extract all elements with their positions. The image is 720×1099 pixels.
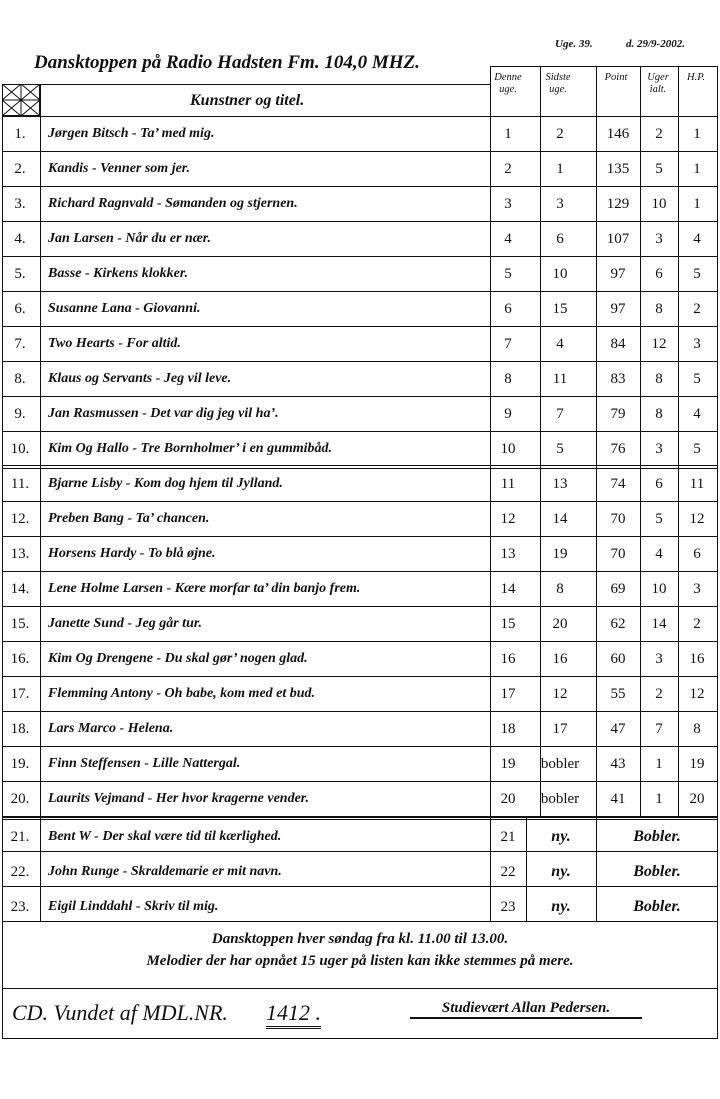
table-rule — [2, 84, 490, 85]
hp-cell: 3 — [693, 335, 701, 352]
this-week-cell: 23 — [500, 898, 516, 915]
weeks-total-cell: 5 — [655, 510, 663, 527]
col-header-this-week: Denne uge. — [494, 72, 522, 95]
rank-cell: 16. — [10, 650, 30, 667]
this-week-cell: 16 — [500, 650, 516, 667]
entry-cell: Basse - Kirkens klokker. — [48, 266, 189, 281]
hp-cell: 5 — [693, 370, 701, 387]
entry-cell: Lars Marco - Helena. — [48, 721, 174, 736]
week-label: Uge. 39. — [555, 38, 593, 50]
rank-cell: 15. — [10, 615, 30, 632]
points-cell: 129 — [606, 195, 630, 212]
points-cell: 60 — [610, 650, 626, 667]
points-cell: 135 — [606, 160, 630, 177]
rank-cell: 8. — [14, 370, 26, 387]
points-cell: 146 — [606, 125, 630, 142]
this-week-cell: 17 — [500, 685, 516, 702]
entry-cell: Laurits Vejmand - Her hvor kragerne vender. — [48, 791, 309, 806]
weeks-total-cell: 8 — [655, 405, 663, 422]
weeks-total-cell: 2 — [655, 125, 663, 142]
this-week-cell: 18 — [500, 720, 516, 737]
rank-cell: 4. — [14, 230, 26, 247]
last-week-cell: 17 — [552, 720, 568, 737]
this-week-cell: 21 — [500, 828, 516, 845]
last-week-cell: bobler — [540, 790, 580, 807]
points-cell: 97 — [610, 265, 626, 282]
table-rule — [2, 816, 718, 818]
rank-cell: 22. — [10, 863, 30, 880]
table-rule — [2, 1038, 718, 1039]
rank-cell: 2. — [14, 160, 26, 177]
weeks-total-cell: 2 — [655, 685, 663, 702]
points-cell: 79 — [610, 405, 626, 422]
weeks-total-cell: 4 — [655, 545, 663, 562]
last-week-cell: ny. — [551, 898, 571, 915]
table-rule — [2, 361, 718, 362]
hp-cell: 5 — [693, 265, 701, 282]
table-rule — [2, 746, 718, 747]
entry-cell: Jan Rasmussen - Det var dig jeg vil ha’. — [48, 406, 279, 421]
weeks-total-cell: 6 — [655, 265, 663, 282]
weeks-total-cell: 7 — [655, 720, 663, 737]
points-cell: 47 — [610, 720, 626, 737]
weeks-total-cell: 5 — [655, 160, 663, 177]
points-cell: 55 — [610, 685, 626, 702]
table-rule — [490, 66, 718, 67]
hp-cell: 1 — [693, 160, 701, 177]
hp-cell: 20 — [689, 790, 705, 807]
entry-cell: Lene Holme Larsen - Kære morfar ta’ din banjo frem. — [48, 581, 361, 596]
weeks-total-cell: 1 — [655, 790, 663, 807]
entry-cell: Richard Ragnvald - Sømanden og stjernen. — [48, 196, 298, 211]
entry-cell: Kim Og Hallo - Tre Bornholmer’ i en gummibåd. — [48, 441, 333, 456]
table-rule — [2, 221, 718, 222]
weeks-total-cell: 10 — [651, 580, 667, 597]
points-cell: 69 — [610, 580, 626, 597]
hp-cell: 4 — [693, 230, 701, 247]
entry-cell: Two Hearts - For altid. — [48, 336, 181, 351]
last-week-cell: 6 — [556, 230, 564, 247]
points-cell: 41 — [610, 790, 626, 807]
entry-cell: Klaus og Servants - Jeg vil leve. — [48, 371, 232, 386]
weeks-total-cell: 14 — [651, 615, 667, 632]
entry-cell: Preben Bang - Ta’ chancen. — [48, 511, 210, 526]
weeks-total-cell: 3 — [655, 230, 663, 247]
table-rule — [2, 988, 718, 989]
points-cell: 43 — [610, 755, 626, 772]
last-week-cell: 2 — [556, 125, 564, 142]
last-week-cell: bobler — [540, 755, 580, 772]
table-rule — [2, 676, 718, 677]
cd-winner-label: CD. Vundet af MDL.NR. — [12, 1000, 228, 1025]
col-header-weeks-total: Uger ialt. — [647, 72, 669, 95]
this-week-cell: 4 — [504, 230, 512, 247]
this-week-cell: 5 — [504, 265, 512, 282]
footer-schedule: Dansktoppen hver søndag fra kl. 11.00 til 13.00. — [211, 931, 509, 947]
rank-cell: 18. — [10, 720, 30, 737]
weeks-total-cell: 8 — [655, 300, 663, 317]
page-title: Dansktoppen på Radio Hadsten Fm. 104,0 MHZ. — [34, 52, 420, 73]
rank-cell: 21. — [10, 828, 30, 845]
entry-cell: Kandis - Venner som jer. — [48, 161, 190, 176]
rank-cell: 13. — [10, 545, 30, 562]
points-cell: 83 — [610, 370, 626, 387]
rank-cell: 3. — [14, 195, 26, 212]
table-rule — [2, 921, 718, 922]
studio-host: Studievært Allan Pedersen. — [410, 1000, 642, 1019]
hp-cell: 5 — [693, 440, 701, 457]
table-rule — [2, 151, 718, 152]
this-week-cell: 14 — [500, 580, 516, 597]
artist-title-header: Kunstner og titel. — [190, 92, 305, 109]
table-rule — [2, 116, 718, 117]
last-week-cell: 19 — [552, 545, 568, 562]
last-week-cell: 1 — [556, 160, 564, 177]
weeks-total-cell: 8 — [655, 370, 663, 387]
this-week-cell: 9 — [504, 405, 512, 422]
rank-cell: 5. — [14, 265, 26, 282]
entry-cell: Finn Steffensen - Lille Nattergal. — [48, 756, 241, 771]
hp-cell: 12 — [689, 510, 705, 527]
last-week-cell: 10 — [552, 265, 568, 282]
entry-cell: Kim Og Drengene - Du skal gør’ nogen glad. — [48, 651, 308, 666]
table-rule — [2, 186, 718, 187]
rank-cell: 6. — [14, 300, 26, 317]
table-rule — [2, 291, 718, 292]
last-week-cell: 11 — [552, 370, 568, 387]
hp-cell: 16 — [689, 650, 705, 667]
hp-cell: 12 — [689, 685, 705, 702]
table-rule — [2, 326, 718, 327]
col-header-last-week: Sidste uge. — [545, 72, 571, 95]
hp-cell: 19 — [689, 755, 705, 772]
hp-cell: 8 — [693, 720, 701, 737]
last-week-cell: 12 — [552, 685, 568, 702]
date-label: d. 29/9-2002. — [626, 38, 685, 50]
hp-cell: 2 — [693, 615, 701, 632]
table-rule — [2, 536, 718, 537]
table-rule — [2, 711, 718, 712]
table-rule — [2, 465, 718, 466]
rank-cell: 11. — [10, 475, 30, 492]
entry-cell: Janette Sund - Jeg går tur. — [48, 616, 203, 631]
this-week-cell: 12 — [500, 510, 516, 527]
table-rule — [2, 571, 718, 572]
weeks-total-cell: 3 — [655, 650, 663, 667]
hp-cell: 2 — [693, 300, 701, 317]
rank-cell: 10. — [10, 440, 30, 457]
this-week-cell: 2 — [504, 160, 512, 177]
points-cell: 76 — [610, 440, 626, 457]
rank-cell: 9. — [14, 405, 26, 422]
cd-winner-number: 1412 . — [266, 1000, 321, 1029]
last-week-cell: 15 — [552, 300, 568, 317]
table-rule — [2, 468, 718, 469]
this-week-cell: 13 — [500, 545, 516, 562]
table-rule — [2, 431, 718, 432]
last-week-cell: 14 — [552, 510, 568, 527]
this-week-cell: 1 — [504, 125, 512, 142]
entry-cell: Bjarne Lisby - Kom dog hjem til Jylland. — [48, 476, 283, 491]
table-rule — [2, 396, 718, 397]
rank-cell: 1. — [14, 125, 26, 142]
status-cell: Bobler. — [633, 863, 681, 880]
rank-cell: 17. — [10, 685, 30, 702]
this-week-cell: 7 — [504, 335, 512, 352]
points-cell: 62 — [610, 615, 626, 632]
last-week-cell: 7 — [556, 405, 564, 422]
entry-cell: Bent W - Der skal være tid til kærlighed. — [48, 829, 282, 844]
last-week-cell: 5 — [556, 440, 564, 457]
entry-cell: Horsens Hardy - To blå øjne. — [48, 546, 216, 561]
table-rule — [2, 851, 718, 852]
last-week-cell: 4 — [556, 335, 564, 352]
table-rule — [2, 819, 718, 820]
status-cell: Bobler. — [633, 828, 681, 845]
last-week-cell: 20 — [552, 615, 568, 632]
entry-cell: Susanne Lana - Giovanni. — [48, 301, 201, 316]
table-rule — [2, 501, 718, 502]
points-cell: 97 — [610, 300, 626, 317]
rank-cell: 23. — [10, 898, 30, 915]
this-week-cell: 6 — [504, 300, 512, 317]
entry-cell: Eigil Linddahl - Skriv til mig. — [48, 899, 219, 914]
this-week-cell: 22 — [500, 863, 516, 880]
points-cell: 70 — [610, 545, 626, 562]
this-week-cell: 11 — [500, 475, 516, 492]
last-week-cell: ny. — [551, 828, 571, 845]
table-rule — [2, 781, 718, 782]
last-week-cell: 8 — [556, 580, 564, 597]
rank-cell: 14. — [10, 580, 30, 597]
table-rule — [2, 641, 718, 642]
hp-cell: 4 — [693, 405, 701, 422]
rank-cell: 7. — [14, 335, 26, 352]
entry-cell: Flemming Antony - Oh babe, kom med et bud. — [48, 686, 316, 701]
points-cell: 74 — [610, 475, 626, 492]
weeks-total-cell: 1 — [655, 755, 663, 772]
points-cell: 70 — [610, 510, 626, 527]
hp-cell: 1 — [693, 195, 701, 212]
this-week-cell: 10 — [500, 440, 516, 457]
rank-cell: 20. — [10, 790, 30, 807]
this-week-cell: 15 — [500, 615, 516, 632]
table-rule — [2, 606, 718, 607]
table-rule — [40, 84, 41, 921]
rank-cell: 12. — [10, 510, 30, 527]
hp-cell: 6 — [693, 545, 701, 562]
weeks-total-cell: 3 — [655, 440, 663, 457]
entry-cell: Jan Larsen - Når du er nær. — [48, 231, 211, 246]
points-cell: 107 — [606, 230, 630, 247]
last-week-cell: 3 — [556, 195, 564, 212]
last-week-cell: ny. — [551, 863, 571, 880]
hp-cell: 1 — [693, 125, 701, 142]
hp-cell: 11 — [689, 475, 705, 492]
table-rule — [2, 256, 718, 257]
last-week-cell: 16 — [552, 650, 568, 667]
points-cell: 84 — [610, 335, 626, 352]
this-week-cell: 8 — [504, 370, 512, 387]
hp-cell: 3 — [693, 580, 701, 597]
crossed-box-icon — [2, 84, 40, 116]
this-week-cell: 20 — [500, 790, 516, 807]
weeks-total-cell: 6 — [655, 475, 663, 492]
weeks-total-cell: 10 — [651, 195, 667, 212]
table-rule — [2, 886, 718, 887]
last-week-cell: 13 — [552, 475, 568, 492]
entry-cell: John Runge - Skraldemarie er mit navn. — [48, 864, 282, 879]
this-week-cell: 19 — [500, 755, 516, 772]
col-header-hp: H.P. — [687, 72, 705, 83]
col-header-points: Point — [604, 72, 628, 83]
this-week-cell: 3 — [504, 195, 512, 212]
weeks-total-cell: 12 — [651, 335, 667, 352]
status-cell: Bobler. — [633, 898, 681, 915]
entry-cell: Jørgen Bitsch - Ta’ med mig. — [48, 126, 215, 141]
rank-cell: 19. — [10, 755, 30, 772]
footer-rule: Melodier der har opnået 15 uger på listen kan ikke stemmes på mere. — [146, 953, 574, 969]
